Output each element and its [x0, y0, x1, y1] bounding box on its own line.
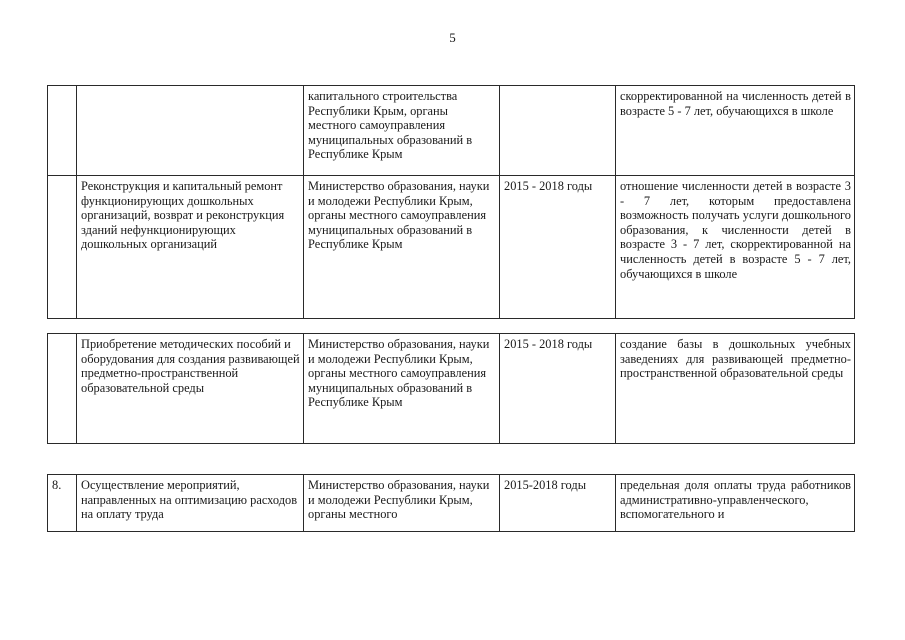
term-cell: 2015-2018 годы: [500, 475, 616, 532]
table-block-1: [47, 85, 855, 319]
measure-cell: [77, 86, 304, 176]
table-block-2: [47, 333, 855, 444]
term-cell: [500, 86, 616, 176]
table-row: [48, 176, 855, 319]
row-number: [48, 176, 77, 319]
indicator-cell: скорректированной на численность детей в возрасте 5 - 7 лет, обучающихся в школе: [616, 86, 855, 176]
term-cell: 2015 - 2018 годы: [500, 176, 616, 319]
row-number: 8.: [48, 475, 77, 532]
table-row: [48, 475, 855, 532]
measure-cell: Приобретение методических пособий и оборудования для создания развивающей предметно-пространственной образовательной среды: [77, 334, 304, 444]
executor-cell: Министерство образования, науки и молодежи Республики Крым, органы местного: [304, 475, 500, 532]
measure-cell: Осуществление мероприятий, направленных на оптимизацию расходов на оплату труда: [77, 475, 304, 532]
term-cell: 2015 - 2018 годы: [500, 334, 616, 444]
indicator-cell: создание базы в дошкольных учебных заведениях для развивающей предметно-пространственной образовательной среды: [616, 334, 855, 444]
table-row: [48, 334, 855, 444]
measure-cell: Реконструкция и капитальный ремонт функционирующих дошкольных организаций, возврат и реконструкция зданий нефункционирующих дошкольных организаций: [77, 176, 304, 319]
indicator-cell: предельная доля оплаты труда работников административно-управленческого, вспомогательного и: [616, 475, 855, 532]
table-row: [48, 86, 855, 176]
row-number: [48, 334, 77, 444]
page-number: 5: [449, 30, 456, 45]
table-block-3: [47, 474, 855, 532]
executor-cell: Министерство образования, науки и молодежи Республики Крым, органы местного самоуправления муниципальных образований в Республике Крым: [304, 176, 500, 319]
indicator-cell: отношение численности детей в возрасте 3 - 7 лет, которым предоставлена возможность получать услуги дошкольного образования, к численности детей в возрасте 3 - 7 лет, скорректированной на численность детей в возрасте 5 - 7 лет, обучающихся в школе: [616, 176, 855, 319]
row-number: [48, 86, 77, 176]
executor-cell: Министерство образования, науки и молодежи Республики Крым, органы местного самоуправления муниципальных образований в Республике Крым: [304, 334, 500, 444]
executor-cell: капитального строительства Республики Крым, органы местного самоуправления муниципальных образований в Республике Крым: [304, 86, 500, 176]
